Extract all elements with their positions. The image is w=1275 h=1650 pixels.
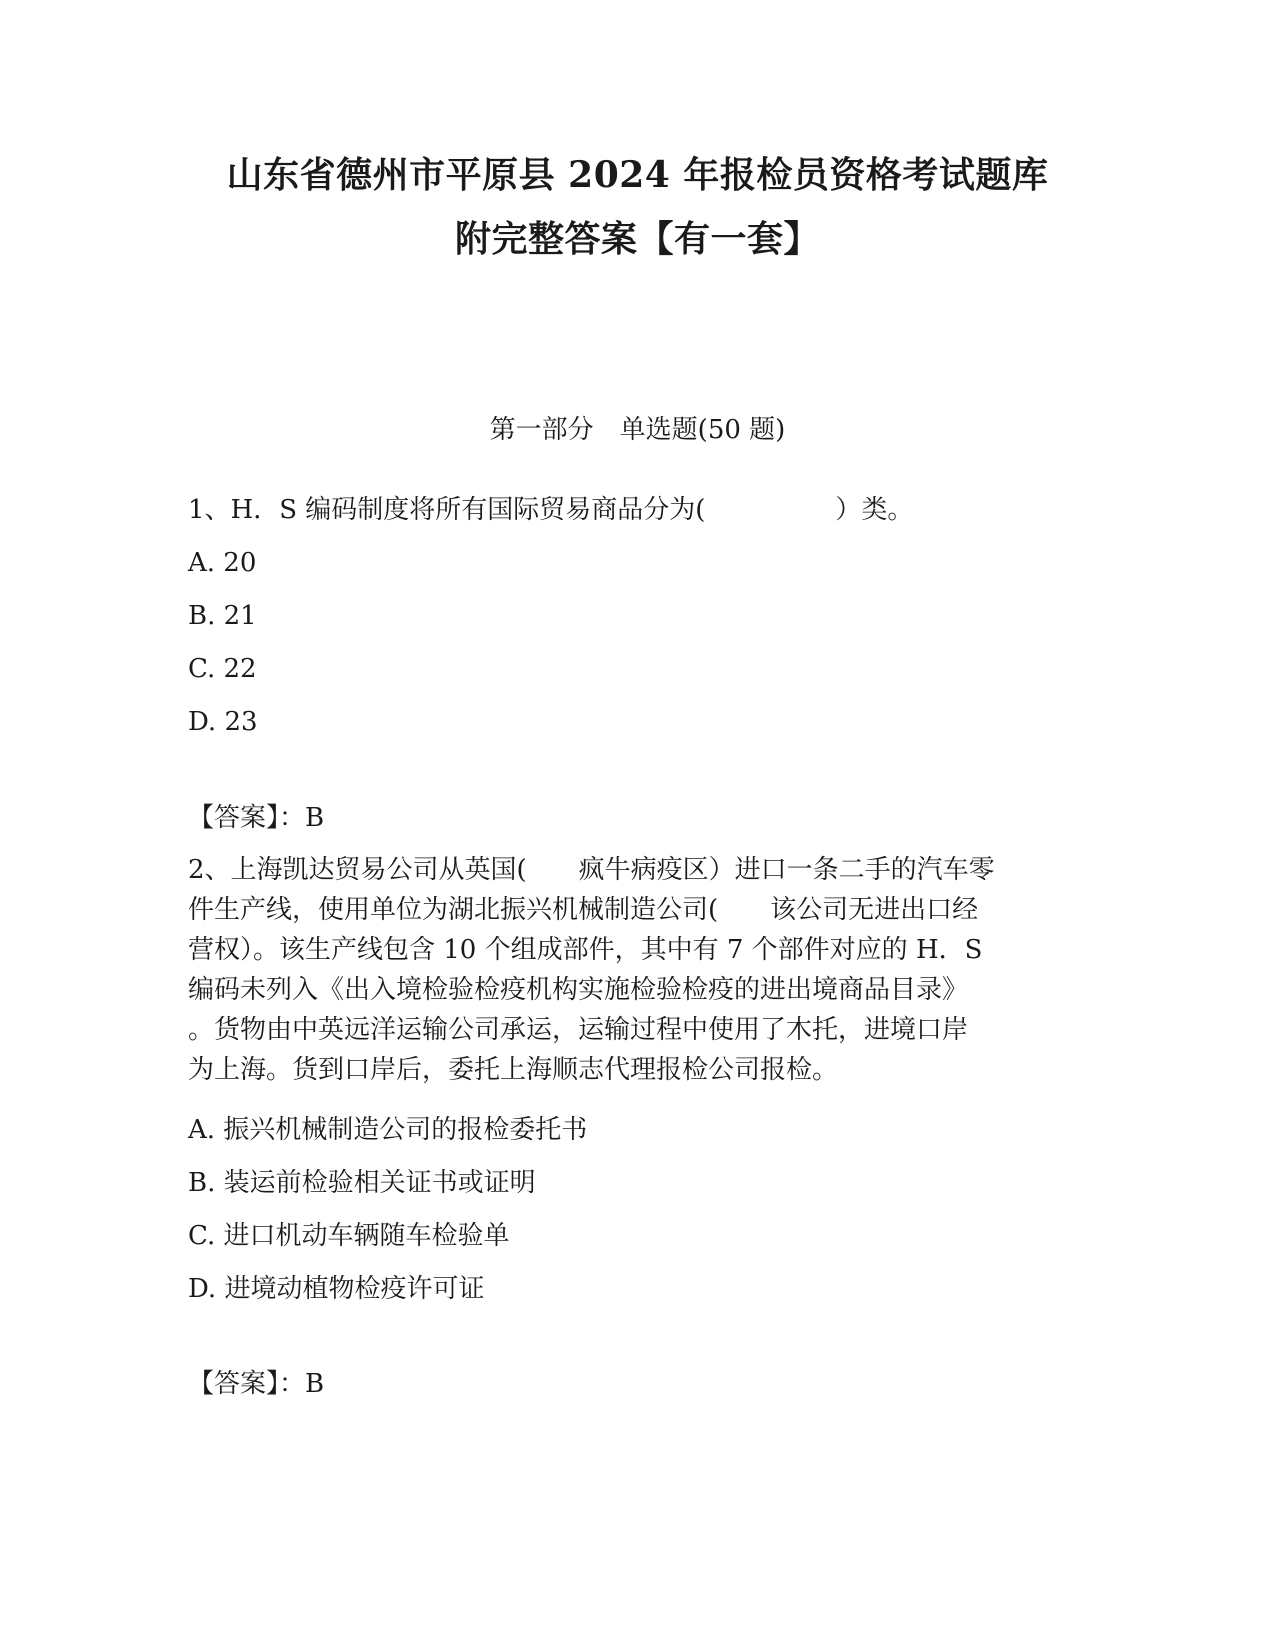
question-2-stem-line: 编码未列入《出入境检验检疫机构实施检验检疫的进出境商品目录》: [188, 975, 969, 1005]
question-2-stem-line: 2、上海凯达贸易公司从英国( 疯牛病疫区）进口一条二手的汽车零: [188, 855, 995, 885]
question-2-option-d: D. 进境动植物检疫许可证: [188, 1274, 485, 1304]
question-2-option-c: C. 进口机动车辆随车检验单: [188, 1221, 510, 1251]
question-2-stem: [188, 850, 1078, 1090]
question-1-option-a: A. 20: [188, 548, 257, 578]
question-2-stem-line: 。货物由中英远洋运输公司承运，运输过程中使用了木托，进境口岸: [188, 1015, 969, 1045]
question-2-answer: 【答案】：B: [188, 1369, 325, 1399]
document-title-line-1: 山东省德州市平原县 2024 年报检员资格考试题库: [226, 154, 1049, 196]
question-1-option-d: D. 23: [188, 707, 258, 737]
question-2-option-b: B. 装运前检验相关证书或证明: [188, 1168, 536, 1198]
question-2-option-a: A. 振兴机械制造公司的报检委托书: [188, 1115, 588, 1145]
question-2-stem-line: 营权）。该生产线包含 10 个组成部件，其中有 7 个部件对应的 H．S: [188, 935, 983, 965]
question-2-stem-line: 为上海。货到口岸后，委托上海顺志代理报检公司报检。: [188, 1055, 839, 1085]
document-title-line-2: 附完整答案【有一套】: [454, 218, 820, 260]
section-heading: 第一部分 单选题(50 题): [489, 415, 786, 445]
question-2-stem-line: 件生产线，使用单位为湖北振兴机械制造公司( 该公司无进出口经: [188, 895, 979, 925]
question-1-stem: 1、H．S 编码制度将所有国际贸易商品分为( ）类。: [188, 495, 914, 525]
question-1-option-c: C. 22: [188, 654, 257, 684]
question-1-answer: 【答案】：B: [188, 803, 325, 833]
question-1-option-b: B. 21: [188, 601, 257, 631]
